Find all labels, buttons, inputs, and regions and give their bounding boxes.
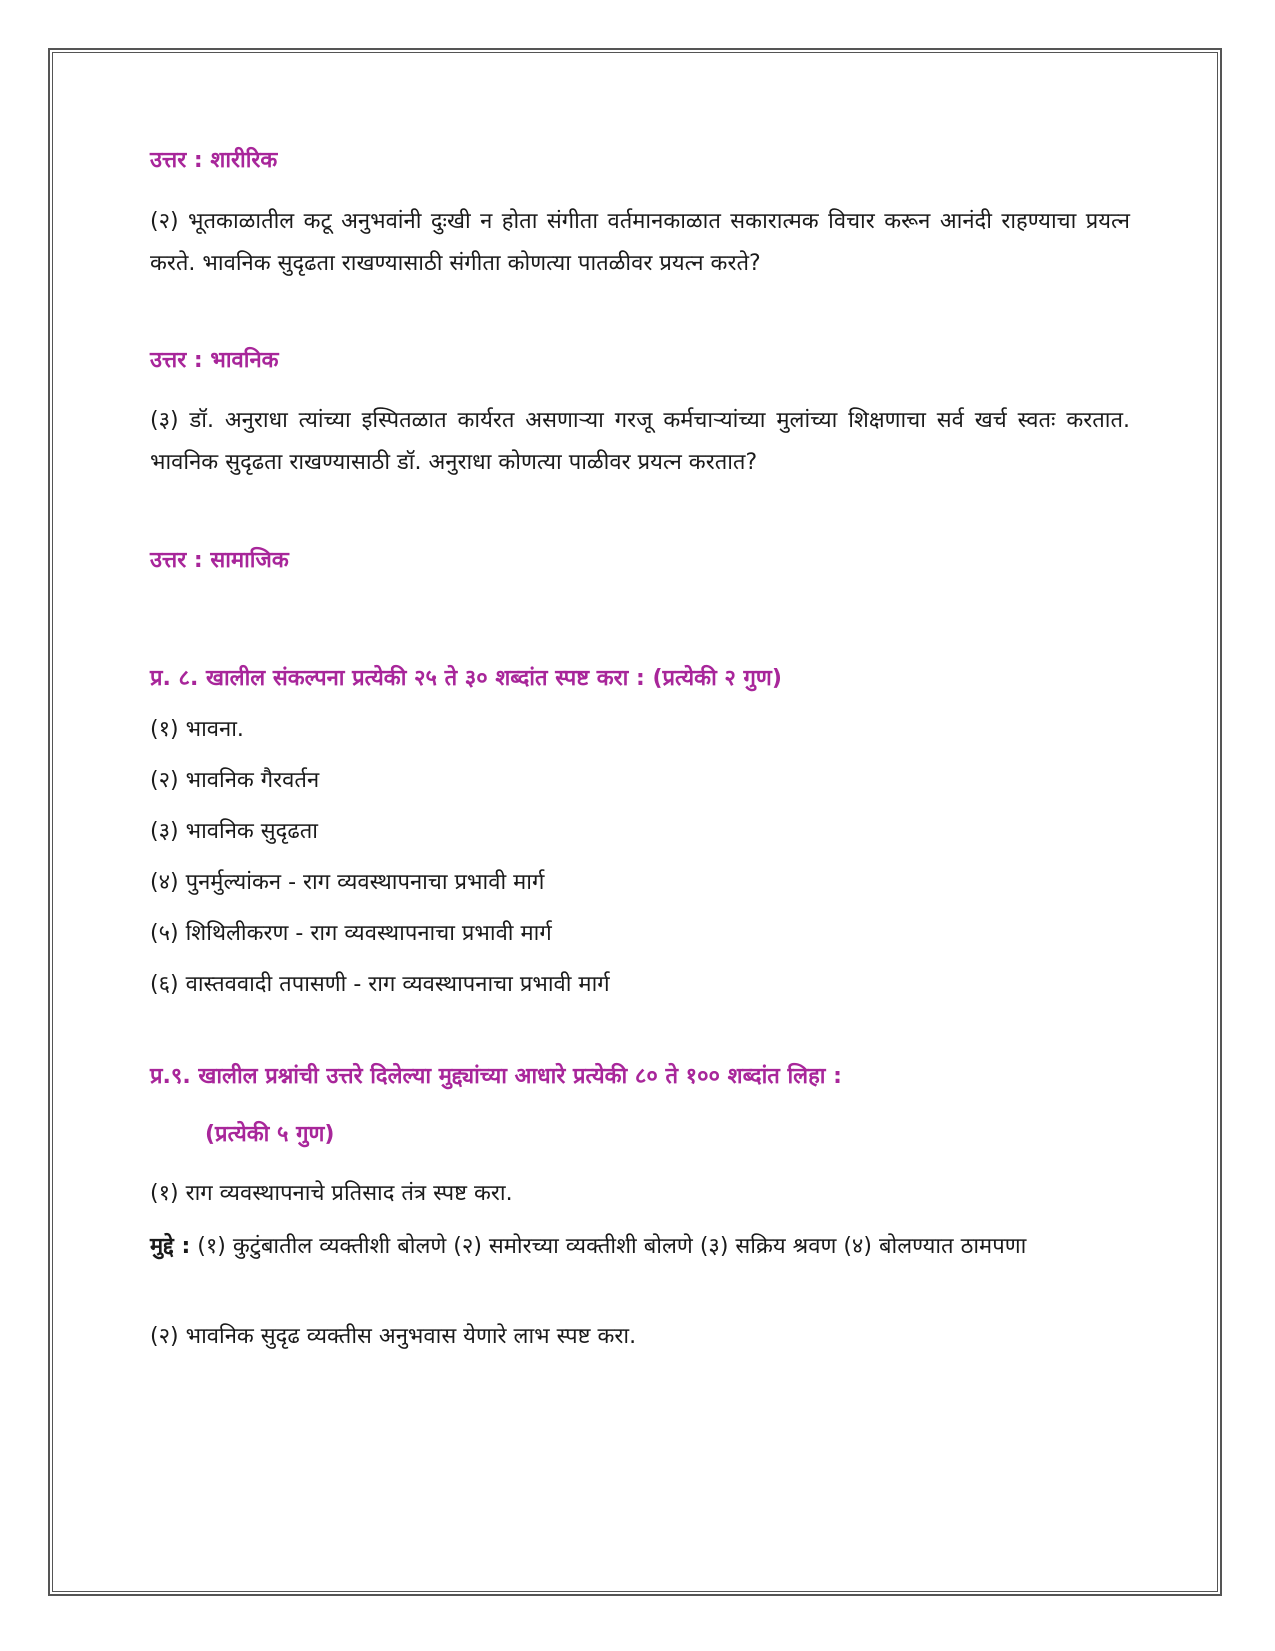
q9-points-label: मुद्दे : — [150, 1234, 191, 1259]
q8-item-1: (१) भावना. — [150, 717, 244, 742]
q8-item-4: (४) पुनर्मुल्यांकन - राग व्यवस्थापनाचा प्रभावी मार्ग — [150, 870, 545, 895]
q8-item-6: (६) वास्तववादी तपासणी - राग व्यवस्थापनाचा प्रभावी मार्ग — [150, 972, 610, 997]
q9-heading: प्र.९. खालील प्रश्नांची उत्तरे दिलेल्या मुद्द्यांच्या आधारे प्रत्येकी ८० ते १०० शब्दांत लिहा : — [150, 1064, 842, 1089]
question-3: (३) डॉ. अनुराधा त्यांच्या इस्पितळात कार्यरत असणाऱ्या गरजू कर्मचाऱ्यांच्या मुलांच्या शिक्षणाचा सर्व खर्च स्वतः करतात. भावनिक सुदृढता राखण्यासाठी डॉ. अनुराधा कोणत्या पाळीवर प्रयत्न करतात? — [150, 408, 1130, 475]
q9-item-1: (१) राग व्यवस्थापनाचे प्रतिसाद तंत्र स्पष्ट करा. — [150, 1181, 513, 1206]
q9-points-text: (१) कुटुंबातील व्यक्तीशी बोलणे (२) समोरच्या व्यक्तीशी बोलणे (३) सक्रिय श्रवण (४) बोलण्यात ठामपणा — [197, 1234, 1027, 1259]
q9-item-2: (२) भावनिक सुदृढ व्यक्तीस अनुभवास येणारे लाभ स्पष्ट करा. — [150, 1324, 637, 1349]
question-2: (२) भूतकाळातील कटू अनुभवांनी दुःखी न होता संगीता वर्तमानकाळात सकारात्मक विचार करून आनंदी राहण्याचा प्रयत्न करते. भावनिक सुदृढता राखण्यासाठी संगीता कोणत्या पातळीवर प्रयत्न करते? — [150, 209, 1130, 276]
answer-2: उत्तर : भावनिक — [150, 348, 279, 373]
answer-1: उत्तर : शारीरिक — [150, 148, 278, 173]
q8-heading: प्र. ८. खालील संकल्पना प्रत्येकी २५ ते ३० शब्दांत स्पष्ट करा : (प्रत्येकी २ गुण) — [150, 666, 782, 691]
q9-points — [150, 1226, 1130, 1268]
q8-item-5: (५) शिथिलीकरण - राग व्यवस्थापनाचा प्रभावी मार्ग — [150, 921, 552, 946]
q8-item-3: (३) भावनिक सुदृढता — [150, 819, 318, 844]
q9-marks: (प्रत्येकी ५ गुण) — [205, 1122, 335, 1147]
q8-item-2: (२) भावनिक गैरवर्तन — [150, 768, 320, 793]
answer-3: उत्तर : सामाजिक — [150, 548, 289, 573]
